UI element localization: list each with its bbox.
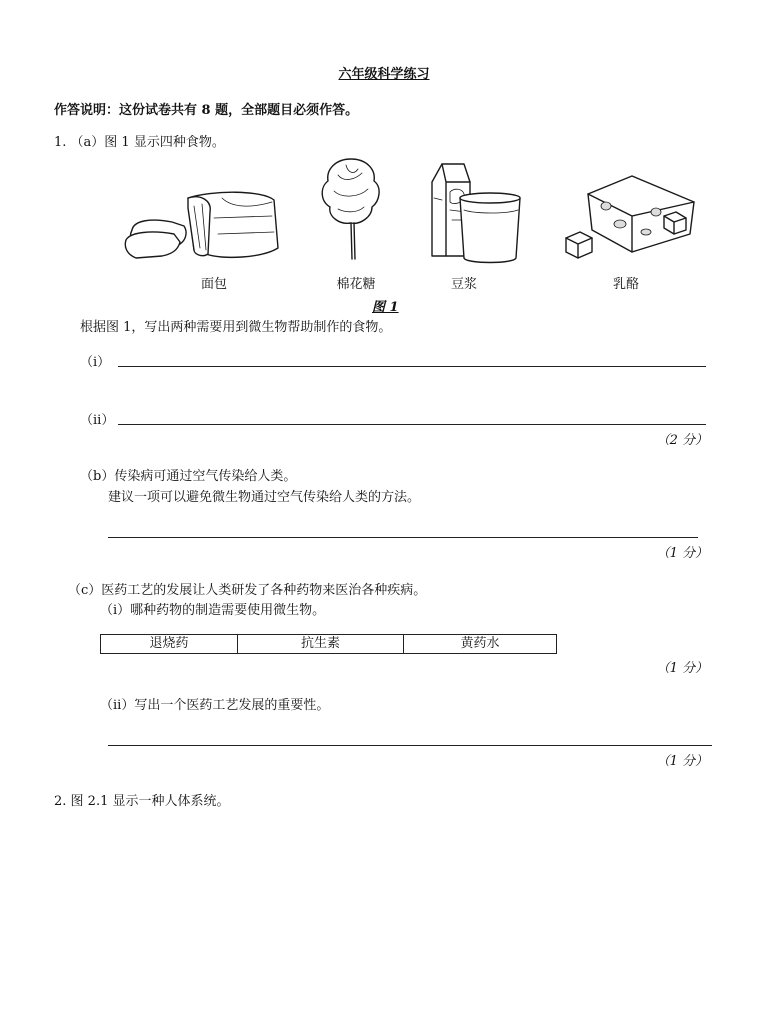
figure-1-caption: 图 1 [372,300,399,315]
q1c-i-marks: （1 分） [656,661,708,676]
answer-line-q1a-ii[interactable] [118,424,706,425]
option-fever-medicine[interactable]: 退烧药 [101,635,238,654]
q1a-question: 根据图 1，写出两种需要用到微生物帮助制作的食物。 [80,320,392,335]
q1c-ii-marks: （1 分） [656,754,708,769]
q1a-marks: （2 分） [656,433,708,448]
q1b-line2: 建议一项可以避免微生物通过空气传染给人类的方法。 [108,490,421,505]
food-label-cotton-candy: 棉花糖 [336,277,376,292]
cheese-illustration [562,172,702,272]
answer-line-q1a-i[interactable] [118,366,706,367]
bread-illustration [122,188,282,268]
q1a-blank-ii-label: （ii） [80,413,115,428]
answer-line-q1c-ii[interactable] [108,745,712,746]
q1a-prompt: 1. （a）图 1 显示四种食物。 [54,135,225,150]
page-title: 六年级科学练习 [338,67,430,82]
food-label-cheese: 乳酪 [612,277,639,292]
q1c-sub-ii: （ii）写出一个医药工艺发展的重要性。 [100,698,330,713]
answer-line-q1b[interactable] [108,537,698,538]
option-antibiotics[interactable]: 抗生素 [238,635,404,654]
option-acriflavine[interactable]: 黄药水 [404,635,557,654]
q1b-line1: （b）传染病可通过空气传染给人类。 [80,469,297,484]
soy-milk-illustration [424,158,528,268]
q1c-sub-i: （i）哪种药物的制造需要使用微生物。 [100,603,326,618]
q2-prompt: 2. 图 2.1 显示一种人体系统。 [54,794,230,809]
food-label-bread: 面包 [200,277,227,292]
q1a-blank-i-label: （i） [80,355,111,370]
food-label-soy-milk: 豆浆 [450,277,477,292]
q1b-marks: （1 分） [656,546,708,561]
q1c-options-table [100,634,557,654]
q1c-line1: （c）医药工艺的发展让人类研发了各种药物来医治各种疾病。 [68,583,427,598]
instructions: 作答说明：这份试卷共有 8 题，全部题目必须作答。 [54,103,359,118]
cotton-candy-illustration [316,155,386,265]
